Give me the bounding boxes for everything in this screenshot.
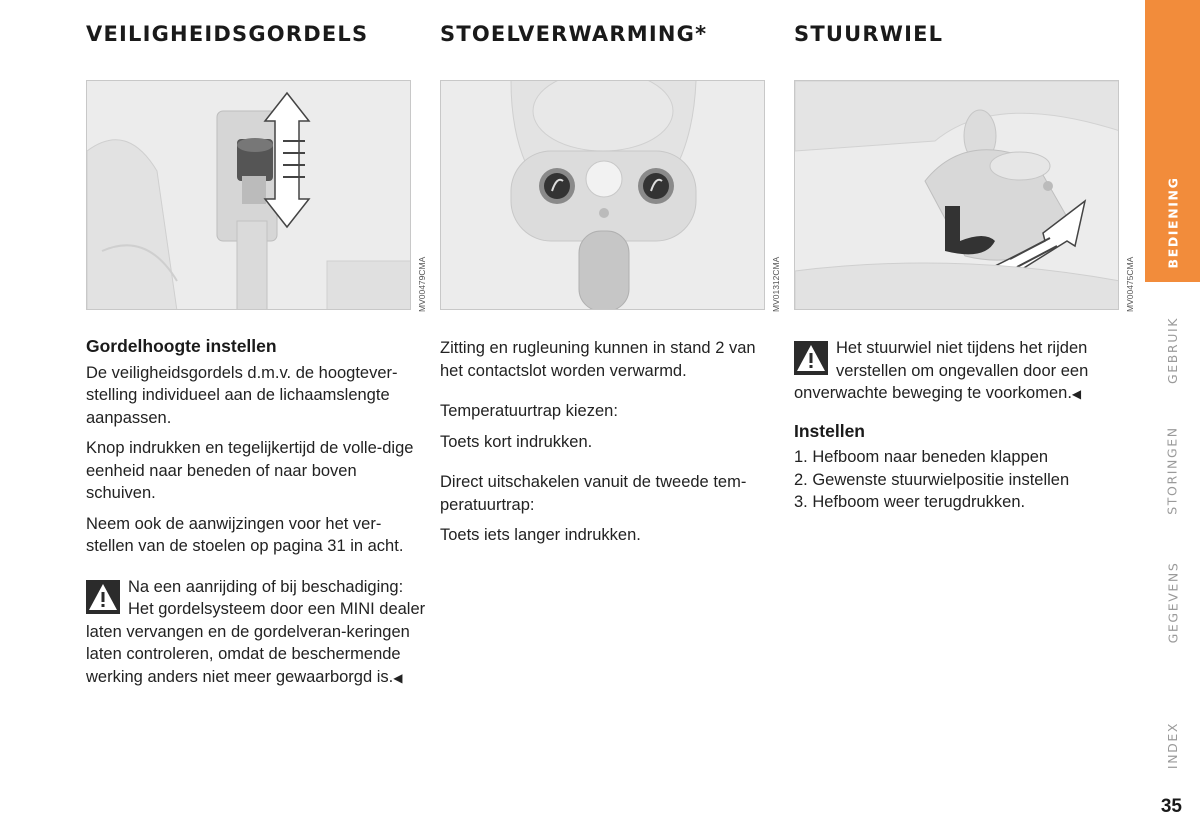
figure-code-seat-heating: MV01312CMA — [771, 256, 781, 312]
tab-label: GEGEVENS — [1165, 561, 1181, 644]
warning-block — [794, 337, 1129, 406]
figure-code-steering-wheel: MV00475CMA — [1125, 256, 1135, 312]
paragraph: Zitting en rugleuning kunnen in stand 2 van het contactslot worden verwarmd. — [440, 339, 756, 380]
tab-label: GEBRUIK — [1165, 316, 1181, 384]
tab-gebruik[interactable] — [1145, 300, 1200, 400]
heading-seat-heating: STOELVERWARMING* — [440, 22, 708, 46]
subheading-belt-height: Gordelhoogte instellen — [86, 336, 277, 356]
subheading-adjust: Instellen — [794, 420, 865, 441]
warning-text: Het stuurwiel niet tijdens het rijden verstellen om ongevallen door een onverwachte beweging te voorkomen. — [794, 339, 1089, 402]
paragraph: Toets iets langer indrukken. — [440, 526, 641, 544]
tab-label: INDEX — [1165, 721, 1180, 769]
seat-heating-figure — [440, 80, 765, 310]
list-item: 3. Hefboom weer terugdrukken. — [794, 493, 1026, 511]
paragraph: Knop indrukken en tegelijkertijd de volle-dige eenheid naar beneden of naar boven schuiven. — [86, 439, 414, 502]
paragraph: Neem ook de aanwijzingen voor het ver-stellen van de stoelen op pagina 31 in acht. — [86, 514, 404, 555]
tab-label: BEDIENING — [1165, 176, 1180, 269]
heading-seatbelts: VEILIGHEIDSGORDELS — [86, 22, 369, 46]
heading-steering-wheel: STUURWIEL — [794, 22, 944, 46]
warning-text: Na een aanrijding of bij beschadiging: Het gordelsysteem door een MINI dealer laten vervangen en de gordelveran-keringen laten controleren, omdat de beschermende werking anders niet meer gewaarborgd is. — [86, 577, 426, 686]
paragraph: De veiligheidsgordels d.m.v. de hoogtever-stelling individueel aan de lichaamslengte aanpassen. — [86, 363, 398, 427]
page-number: 35 — [1160, 796, 1182, 817]
end-mark-icon: ◀ — [393, 670, 403, 685]
warning-block — [86, 576, 426, 690]
warning-icon — [86, 580, 120, 614]
paragraph: Toets kort indrukken. — [440, 432, 593, 451]
list-item: 1. Hefboom naar beneden klappen — [794, 448, 1049, 466]
end-mark-icon: ◀ — [1071, 387, 1082, 401]
warning-icon — [794, 341, 828, 375]
figure-code-seatbelts: MV00479CMA — [417, 256, 427, 312]
tab-label: STORINGEN — [1165, 425, 1180, 515]
seatbelt-height-figure — [86, 80, 411, 310]
tab-storingen[interactable] — [1145, 410, 1200, 530]
paragraph: Direct uitschakelen vanuit de tweede tem-peratuurtrap: — [440, 473, 747, 514]
steering-wheel-figure — [794, 80, 1119, 310]
tab-bediening[interactable] — [1145, 0, 1200, 282]
paragraph: Temperatuurtrap kiezen: — [440, 402, 618, 420]
tab-gegevens[interactable] — [1145, 545, 1200, 660]
tab-index[interactable] — [1145, 715, 1200, 775]
steps-list — [794, 446, 1129, 514]
list-item: 2. Gewenste stuurwielpositie instellen — [794, 470, 1070, 489]
